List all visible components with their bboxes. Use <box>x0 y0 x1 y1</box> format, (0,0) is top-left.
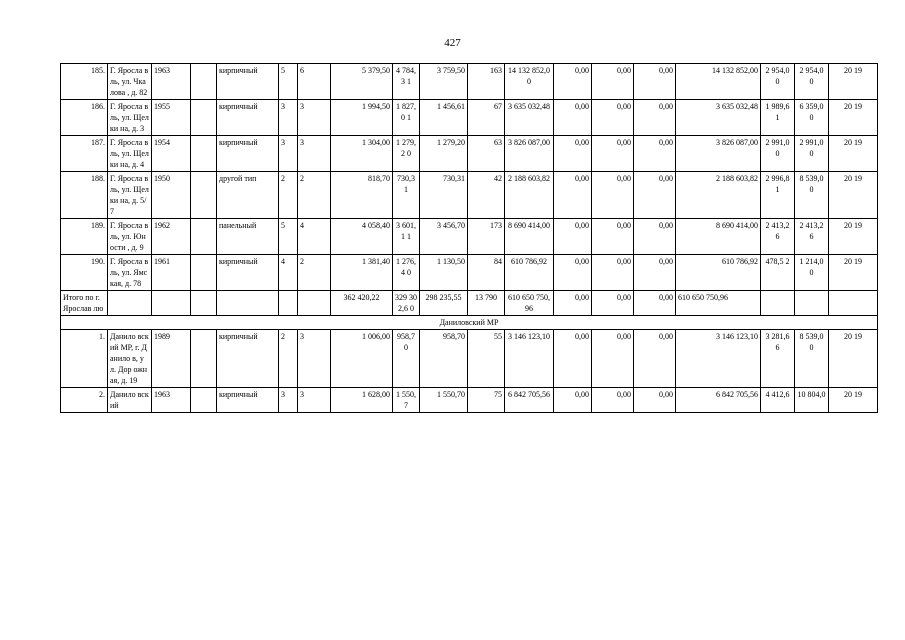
wall-material-text: кирпичный <box>219 390 258 399</box>
cost-owners: 2 188 603,82 <box>676 172 761 219</box>
fund-1 <box>554 388 592 413</box>
fund-1: 0,00 <box>554 100 592 136</box>
unit-cost-limit <box>795 388 829 413</box>
fund-1: 0,00 <box>554 64 592 100</box>
area-2: 1 279,2 0 <box>393 136 420 172</box>
wall-material: кирпичный <box>217 100 279 136</box>
entrances: 3 <box>298 136 331 172</box>
area-2 <box>393 388 420 413</box>
fund-2: 0,00 <box>592 255 634 291</box>
fund-3: 0,00 <box>634 255 676 291</box>
residents <box>468 388 505 413</box>
address: Г. Яросла вль, ул. Ямская, д. 78 <box>108 255 152 291</box>
cost-owners: 610 786,92 <box>676 255 761 291</box>
fund-2: 0,00 <box>592 330 634 388</box>
residents: 67 <box>468 100 505 136</box>
area-2: 4 784,3 1 <box>393 64 420 100</box>
unit-cost: 478,5 2 <box>761 255 795 291</box>
empty-cell <box>298 291 331 316</box>
cost-owners-text: 6 842 705,56 <box>716 390 758 399</box>
fund-1: 0,00 <box>554 330 592 388</box>
fund-3: 0,00 <box>634 330 676 388</box>
build-year: 1989 <box>152 330 191 388</box>
row-number: 188. <box>61 172 108 219</box>
page-number: 427 <box>444 37 461 49</box>
plan-year <box>829 388 878 413</box>
fund-1: 0,00 <box>554 172 592 219</box>
area-2: 1 276,4 0 <box>393 255 420 291</box>
floors: 3 <box>279 136 298 172</box>
total-a3: 298 235,55 <box>420 291 468 316</box>
area-3: 958,70 <box>420 330 468 388</box>
unit-cost-limit: 2 413,2 6 <box>795 219 829 255</box>
table-row <box>61 219 878 255</box>
area-2: 1 827,0 1 <box>393 100 420 136</box>
entrances: 2 <box>298 172 331 219</box>
total-cost: 610 650 750,96 <box>505 291 554 316</box>
fund-2: 0,00 <box>592 172 634 219</box>
area-3-text: 1 550,70 <box>437 390 465 399</box>
floors: 2 <box>279 172 298 219</box>
entrances: 3 <box>298 100 331 136</box>
empty-cell <box>761 291 795 316</box>
unit-cost-limit-text: 10 804,0 <box>797 390 826 399</box>
row-number <box>61 388 108 413</box>
floors: 4 <box>279 255 298 291</box>
row-number: 185. <box>61 64 108 100</box>
fund-3: 0,00 <box>634 136 676 172</box>
unit-cost-limit: 8 539,0 0 <box>795 172 829 219</box>
total-cost: 610 786,92 <box>505 255 554 291</box>
wall-material: другой тип <box>217 172 279 219</box>
empty-cell <box>191 136 217 172</box>
total-cost: 3 826 087,00 <box>505 136 554 172</box>
cost-owners <box>676 388 761 413</box>
total-row <box>61 291 878 316</box>
residents: 55 <box>468 330 505 388</box>
table-row <box>61 136 878 172</box>
plan-year: 20 19 <box>829 255 878 291</box>
empty-cell <box>829 291 878 316</box>
residents: 173 <box>468 219 505 255</box>
total-cost <box>505 388 554 413</box>
row-number: 189. <box>61 219 108 255</box>
unit-cost-limit: 1 214,0 0 <box>795 255 829 291</box>
fund-2-text: 0,00 <box>617 390 631 399</box>
floors: 3 <box>279 100 298 136</box>
empty-cell <box>191 330 217 388</box>
build-year: 1961 <box>152 255 191 291</box>
area-2-text: 1 550,7 <box>396 390 416 410</box>
total-a2: 329 302,6 0 <box>393 291 420 316</box>
unit-cost-limit: 2 991,0 0 <box>795 136 829 172</box>
entrances-text: 3 <box>300 390 304 399</box>
residents: 163 <box>468 64 505 100</box>
empty-cell <box>108 291 152 316</box>
area-3 <box>420 388 468 413</box>
fund-2 <box>592 388 634 413</box>
row-number: 1. <box>61 330 108 388</box>
plan-year: 20 19 <box>829 172 878 219</box>
empty-cell <box>191 100 217 136</box>
section-title: Даниловский МР <box>61 316 878 330</box>
table-row <box>61 100 878 136</box>
build-year: 1955 <box>152 100 191 136</box>
empty-cell <box>191 291 217 316</box>
floors: 2 <box>279 330 298 388</box>
build-year: 1954 <box>152 136 191 172</box>
total-area-text: 1 628,00 <box>362 390 390 399</box>
empty-cell <box>191 255 217 291</box>
total-cost: 3 635 032,48 <box>505 100 554 136</box>
table-row <box>61 255 878 291</box>
fund-1: 0,00 <box>554 136 592 172</box>
total-f1: 0,00 <box>554 291 592 316</box>
cost-owners: 3 635 032,48 <box>676 100 761 136</box>
fund-2: 0,00 <box>592 100 634 136</box>
total-area: 4 058,40 <box>331 219 393 255</box>
total-label: Итого по г. Ярослав лю <box>61 291 108 316</box>
total-area: 1 304,00 <box>331 136 393 172</box>
fund-1: 0,00 <box>554 219 592 255</box>
fund-3: 0,00 <box>634 219 676 255</box>
total-area: 5 379,50 <box>331 64 393 100</box>
total-cost: 8 690 414,00 <box>505 219 554 255</box>
plan-year: 20 19 <box>829 219 878 255</box>
wall-material: кирпичный <box>217 136 279 172</box>
build-year: 1963 <box>152 64 191 100</box>
floors: 5 <box>279 64 298 100</box>
entrances: 6 <box>298 64 331 100</box>
floors <box>279 388 298 413</box>
plan-year: 20 19 <box>829 64 878 100</box>
fund-3: 0,00 <box>634 100 676 136</box>
empty-cell <box>795 291 829 316</box>
address <box>108 388 152 413</box>
unit-cost <box>761 388 795 413</box>
address: Г. Яросла вль, ул. Юности , д. 9 <box>108 219 152 255</box>
row-number: 186. <box>61 100 108 136</box>
area-2: 730,3 1 <box>393 172 420 219</box>
section-header-row <box>61 316 878 330</box>
table-row <box>61 330 878 388</box>
total-cost: 14 132 852,00 <box>505 64 554 100</box>
entrances: 4 <box>298 219 331 255</box>
area-2: 3 601,1 1 <box>393 219 420 255</box>
total-cost: 2 188 603,82 <box>505 172 554 219</box>
total-area: 1 994,50 <box>331 100 393 136</box>
area-2: 958,7 0 <box>393 330 420 388</box>
plan-year: 20 19 <box>829 330 878 388</box>
row-number: 187. <box>61 136 108 172</box>
total-a1: 362 420,22 <box>331 291 393 316</box>
residents: 84 <box>468 255 505 291</box>
unit-cost: 2 954,0 0 <box>761 64 795 100</box>
table-row <box>61 64 878 100</box>
table-row <box>61 388 878 413</box>
address-text: Данило вский <box>110 390 149 410</box>
address: Г. Яросла вль, ул. Щелки на, д. 5/7 <box>108 172 152 219</box>
row-number: 190. <box>61 255 108 291</box>
wall-material: кирпичный <box>217 64 279 100</box>
wall-material: кирпичный <box>217 330 279 388</box>
address: Г. Яросла вль, ул. Чкалова , д. 82 <box>108 64 152 100</box>
wall-material: кирпичный <box>217 255 279 291</box>
wall-material: панельный <box>217 219 279 255</box>
area-3: 3 456,70 <box>420 219 468 255</box>
fund-3 <box>634 388 676 413</box>
fund-1: 0,00 <box>554 255 592 291</box>
fund-3-text: 0,00 <box>659 390 673 399</box>
row-number-text: 2. <box>99 390 105 399</box>
residents: 42 <box>468 172 505 219</box>
unit-cost: 2 413,2 6 <box>761 219 795 255</box>
area-3: 1 130,50 <box>420 255 468 291</box>
entrances: 3 <box>298 330 331 388</box>
build-year <box>152 388 191 413</box>
fund-2: 0,00 <box>592 136 634 172</box>
empty-cell <box>191 64 217 100</box>
plan-year: 20 19 <box>829 136 878 172</box>
total-res: 13 790 <box>468 291 505 316</box>
floors: 5 <box>279 219 298 255</box>
total-f2: 0,00 <box>592 291 634 316</box>
cost-owners: 3 146 123,10 <box>676 330 761 388</box>
unit-cost: 3 281,6 6 <box>761 330 795 388</box>
cost-owners: 14 132 852,00 <box>676 64 761 100</box>
area-3: 3 759,50 <box>420 64 468 100</box>
floors-text: 3 <box>281 390 285 399</box>
total-f4: 610 650 750,96 <box>676 291 761 316</box>
total-area: 1 006,00 <box>331 330 393 388</box>
unit-cost: 2 991,0 0 <box>761 136 795 172</box>
fund-3: 0,00 <box>634 64 676 100</box>
build-year: 1950 <box>152 172 191 219</box>
build-year-text: 1963 <box>154 390 170 399</box>
unit-cost-limit: 6 359,0 0 <box>795 100 829 136</box>
fund-2: 0,00 <box>592 64 634 100</box>
total-area: 818,70 <box>331 172 393 219</box>
total-cost: 3 146 123,10 <box>505 330 554 388</box>
entrances: 2 <box>298 255 331 291</box>
empty-cell <box>279 291 298 316</box>
housing-register-table <box>60 63 878 413</box>
wall-material <box>217 388 279 413</box>
cost-owners: 3 826 087,00 <box>676 136 761 172</box>
empty-cell <box>191 219 217 255</box>
address: Данило вский МР, г. Данило в, ул. Дор ожная, д. 19 <box>108 330 152 388</box>
residents-text: 75 <box>494 390 502 399</box>
plan-year-text: 20 19 <box>844 390 862 399</box>
unit-cost-limit: 2 954,0 0 <box>795 64 829 100</box>
entrances <box>298 388 331 413</box>
area-3: 1 279,20 <box>420 136 468 172</box>
empty-cell <box>152 291 191 316</box>
area-3: 730,31 <box>420 172 468 219</box>
empty-cell <box>217 291 279 316</box>
area-3: 1 456,61 <box>420 100 468 136</box>
unit-cost: 2 996,8 1 <box>761 172 795 219</box>
table-row <box>61 172 878 219</box>
address: Г. Яросла вль, ул. Щелки на, д. 4 <box>108 136 152 172</box>
unit-cost-limit: 8 539,0 0 <box>795 330 829 388</box>
residents: 63 <box>468 136 505 172</box>
total-area: 1 381,40 <box>331 255 393 291</box>
fund-1-text: 0,00 <box>575 390 589 399</box>
unit-cost-text: 4 412,6 <box>765 390 790 399</box>
fund-3: 0,00 <box>634 172 676 219</box>
empty-cell <box>191 388 217 413</box>
total-cost-text: 6 842 705,56 <box>508 390 550 399</box>
plan-year: 20 19 <box>829 100 878 136</box>
empty-cell <box>191 172 217 219</box>
cost-owners: 8 690 414,00 <box>676 219 761 255</box>
total-f3: 0,00 <box>634 291 676 316</box>
total-area <box>331 388 393 413</box>
unit-cost: 1 989,6 1 <box>761 100 795 136</box>
build-year: 1962 <box>152 219 191 255</box>
address: Г. Яросла вль, ул. Щелки на, д. 3 <box>108 100 152 136</box>
fund-2: 0,00 <box>592 219 634 255</box>
